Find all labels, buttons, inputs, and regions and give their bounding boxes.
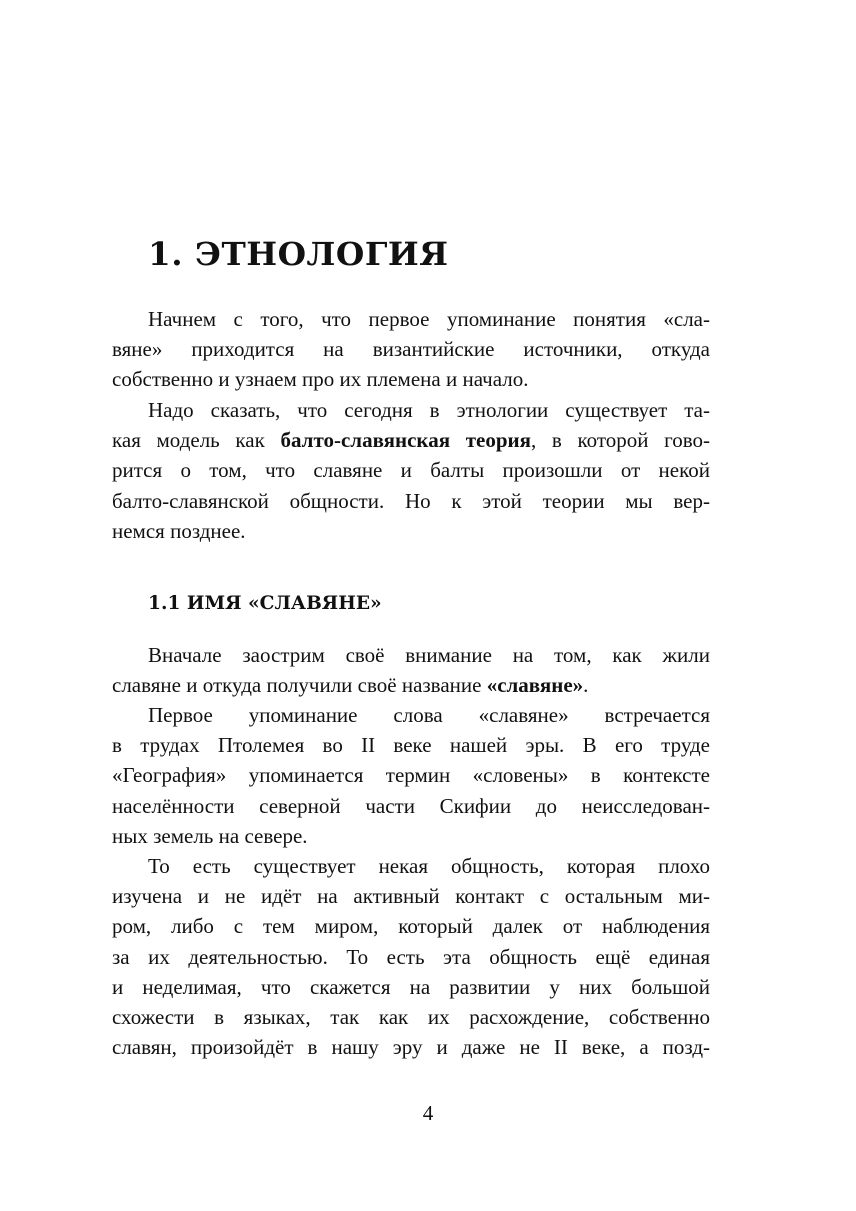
p2-line-5 — [112, 516, 710, 546]
p1-line-3-text: собственно и узнаем про их племена и начало. — [112, 367, 529, 392]
p5-line-4-text: за их деятельностью. То есть эта общность ещё единая — [112, 944, 710, 969]
p4-line-4 — [112, 791, 710, 821]
p2-line-2-pre: кая модель как — [112, 428, 281, 453]
p3-line-1-text: Вначале заострим своё внимание на том, как жили — [148, 643, 710, 667]
section-heading: 1.1 ИМЯ «СЛАВЯНЕ» — [148, 592, 382, 614]
p4-line-1 — [112, 700, 710, 730]
p4-line-1-text: Первое упоминание слова «славяне» встречается — [148, 703, 710, 727]
page-number: 4 — [422, 1101, 434, 1125]
p5-line-2-text: изучена и не идёт на активный контакт с остальным ми- — [112, 884, 710, 909]
p5-line-7 — [112, 1032, 710, 1062]
p4-line-4-text: населённости северной части Скифии до неисследован- — [112, 793, 710, 818]
p3-line-2 — [112, 670, 710, 700]
p1-line-2 — [112, 334, 710, 364]
p4-line-5-text: ных земель на севере. — [112, 823, 308, 848]
p2-line-1-text: Надо сказать, что сегодня в этнологии существует та- — [148, 398, 710, 422]
p4-line-3-text: «География» упоминается термин «словены» в контексте — [112, 763, 710, 788]
paragraph-4 — [112, 700, 710, 851]
p2-line-2 — [112, 425, 710, 455]
p5-line-3 — [112, 911, 710, 941]
p1-line-1 — [112, 304, 710, 334]
p5-line-5 — [112, 972, 710, 1002]
p1-line-2-text: вяне» приходится на византийские источники, откуда — [112, 337, 710, 362]
p2-line-2-bold-term: балто-славянская теория — [280, 428, 532, 453]
p3-line-2-bold-term: «славяне» — [486, 673, 584, 698]
p5-line-3-text: ром, либо с тем миром, который далек от наблюдения — [112, 914, 710, 939]
p5-line-2 — [112, 881, 710, 911]
paragraph-3 — [112, 640, 710, 700]
p3-line-2-pre: славяне и откуда получили своё название — [112, 673, 487, 698]
p5-line-6-text: схожести в языках, так как их расхождение, собственно — [112, 1004, 710, 1029]
paragraph-1-body — [112, 304, 710, 395]
p4-line-2-text: в трудах Птолемея во II веке нашей эры. В его труде — [112, 733, 710, 758]
p5-line-7-text: славян, произойдёт в нашу эру и даже не II веке, а позд- — [112, 1035, 710, 1060]
p2-line-3 — [112, 455, 710, 485]
p2-line-5-text: немся позднее. — [112, 518, 246, 543]
p4-line-3 — [112, 760, 710, 790]
p2-line-1 — [112, 395, 710, 425]
p3-line-2-post: . — [583, 673, 589, 698]
p5-line-1 — [112, 851, 710, 881]
p5-line-5-text: и неделимая, что скажется на развитии у них большой — [112, 974, 710, 999]
p5-line-4 — [112, 942, 710, 972]
p2-line-2-post: , в которой гово- — [531, 428, 710, 453]
p3-line-1 — [112, 640, 710, 670]
p2-line-4-text: балто-славянской общности. Но к этой теории мы вер- — [112, 488, 710, 513]
p5-line-6 — [112, 1002, 710, 1032]
p4-line-5 — [112, 821, 710, 851]
p2-line-4 — [112, 486, 710, 516]
p1-line-1-text: Начнем с того, что первое упоминание понятия «сла- — [148, 307, 710, 331]
paragraph-5 — [112, 851, 710, 1062]
p5-line-1-text: То есть существует некая общность, которая плохо — [148, 854, 710, 878]
chapter-heading: 1. ЭТНОЛОГИЯ — [148, 235, 449, 273]
p4-line-2 — [112, 730, 710, 760]
paragraph-2 — [112, 395, 710, 546]
p1-line-3 — [112, 364, 710, 394]
p2-line-3-text: рится о том, что славяне и балты произошли от некой — [112, 458, 710, 483]
